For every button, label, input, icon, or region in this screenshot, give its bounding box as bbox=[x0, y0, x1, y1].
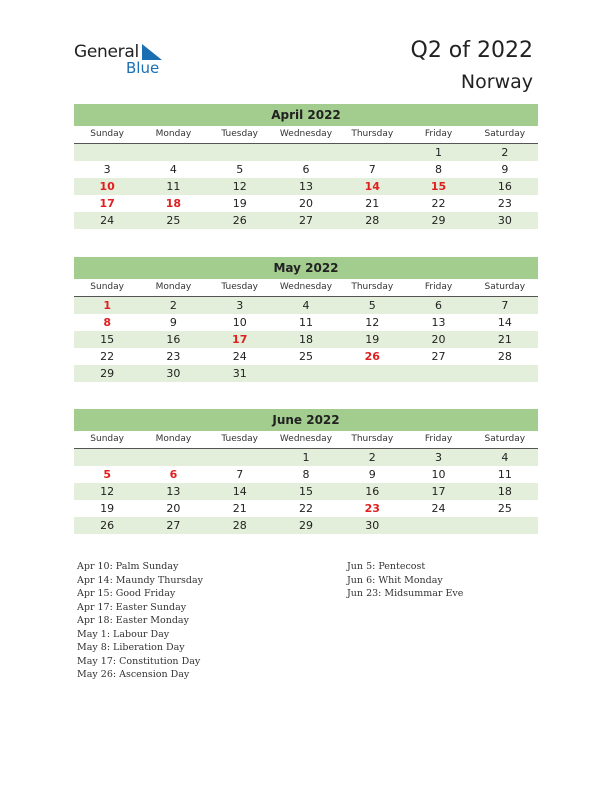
weekday-label: Sunday bbox=[90, 129, 124, 139]
day-cell: 24 bbox=[232, 350, 247, 363]
day-cell: 4 bbox=[302, 299, 310, 312]
month-title: June 2022 bbox=[74, 409, 538, 431]
day-cell: 30 bbox=[365, 519, 380, 532]
holiday-list-left bbox=[77, 560, 203, 682]
generalblue-logo bbox=[74, 42, 174, 78]
day-cell bbox=[207, 144, 273, 161]
day-cell: 11 bbox=[497, 468, 512, 481]
weekday-label: Sunday bbox=[90, 434, 124, 444]
day-cell: 7 bbox=[501, 299, 509, 312]
day-cell: 29 bbox=[298, 519, 313, 532]
day-cell bbox=[472, 365, 538, 382]
day-cell: 19 bbox=[232, 197, 247, 210]
day-cell bbox=[140, 449, 206, 466]
holiday-day-cell: 14 bbox=[364, 180, 380, 193]
day-cell: 28 bbox=[365, 214, 380, 227]
day-cell: 4 bbox=[169, 163, 177, 176]
weekday-label: Thursday bbox=[351, 434, 394, 444]
weekday-header-row bbox=[74, 431, 538, 449]
day-cell: 6 bbox=[302, 163, 310, 176]
weekday-label: Thursday bbox=[351, 282, 394, 292]
week-row bbox=[74, 500, 538, 517]
day-cell: 24 bbox=[100, 214, 115, 227]
week-row bbox=[74, 314, 538, 331]
day-cell: 5 bbox=[368, 299, 376, 312]
weekday-label: Monday bbox=[155, 129, 192, 139]
week-row bbox=[74, 466, 538, 483]
day-cell: 17 bbox=[431, 485, 446, 498]
day-cell: 3 bbox=[236, 299, 244, 312]
holiday-day-cell: 1 bbox=[103, 299, 111, 312]
day-cell: 29 bbox=[431, 214, 446, 227]
day-cell bbox=[74, 144, 140, 161]
weekday-label: Friday bbox=[424, 129, 453, 139]
day-cell bbox=[207, 449, 273, 466]
weekday-label: Monday bbox=[155, 434, 192, 444]
week-row bbox=[74, 178, 538, 195]
day-cell: 26 bbox=[100, 519, 115, 532]
day-cell bbox=[405, 365, 471, 382]
day-cell: 30 bbox=[497, 214, 512, 227]
day-cell: 3 bbox=[103, 163, 111, 176]
holiday-day-cell: 17 bbox=[232, 333, 248, 346]
holiday-note: Apr 17: Easter Sunday bbox=[77, 601, 187, 613]
holiday-note: Jun 6: Whit Monday bbox=[347, 574, 443, 586]
day-cell: 15 bbox=[298, 485, 313, 498]
logo-word-general: General bbox=[74, 42, 139, 62]
day-cell: 11 bbox=[298, 316, 313, 329]
month-calendar bbox=[74, 257, 538, 382]
logo-triangle-icon bbox=[142, 44, 164, 60]
day-cell: 2 bbox=[501, 146, 509, 159]
day-cell: 30 bbox=[166, 367, 181, 380]
day-cell bbox=[273, 365, 339, 382]
day-cell: 18 bbox=[298, 333, 313, 346]
weekday-label: Thursday bbox=[351, 129, 394, 139]
weekday-label: Sunday bbox=[90, 282, 124, 292]
day-cell: 3 bbox=[435, 451, 443, 464]
holiday-note: Apr 10: Palm Sunday bbox=[77, 561, 179, 572]
day-cell: 14 bbox=[497, 316, 512, 329]
day-cell: 19 bbox=[365, 333, 380, 346]
day-cell: 19 bbox=[100, 502, 115, 515]
day-cell: 22 bbox=[100, 350, 115, 363]
day-cell bbox=[472, 517, 538, 534]
holiday-day-cell: 23 bbox=[364, 502, 380, 515]
day-cell: 28 bbox=[497, 350, 512, 363]
holiday-day-cell: 18 bbox=[165, 197, 182, 210]
day-cell: 8 bbox=[302, 468, 310, 481]
day-cell: 1 bbox=[302, 451, 310, 464]
day-cell: 13 bbox=[166, 485, 181, 498]
week-row bbox=[74, 195, 538, 212]
weekday-header-row bbox=[74, 279, 538, 297]
weekday-label: Wednesday bbox=[279, 434, 333, 444]
day-cell: 20 bbox=[431, 333, 446, 346]
week-row bbox=[74, 161, 538, 178]
holiday-note: May 17: Constitution Day bbox=[77, 655, 201, 667]
holiday-day-cell: 10 bbox=[99, 180, 115, 193]
week-row bbox=[74, 449, 538, 466]
day-cell: 15 bbox=[100, 333, 115, 346]
week-row bbox=[74, 297, 538, 314]
day-cell: 22 bbox=[298, 502, 313, 515]
day-cell: 16 bbox=[497, 180, 512, 193]
day-cell: 11 bbox=[166, 180, 181, 193]
day-cell: 2 bbox=[368, 451, 376, 464]
week-row bbox=[74, 483, 538, 500]
month-calendar bbox=[74, 104, 538, 229]
day-cell: 23 bbox=[497, 197, 512, 210]
holiday-note: Apr 18: Easter Monday bbox=[77, 615, 189, 626]
day-cell: 7 bbox=[368, 163, 376, 176]
week-row bbox=[74, 144, 538, 161]
holiday-day-cell: 26 bbox=[364, 350, 380, 363]
day-cell bbox=[74, 449, 140, 466]
month-calendar bbox=[74, 409, 538, 534]
holiday-note: Apr 14: Maundy Thursday bbox=[77, 574, 204, 586]
week-row bbox=[74, 517, 538, 534]
week-row bbox=[74, 365, 538, 382]
weekday-label: Saturday bbox=[484, 434, 526, 444]
day-cell bbox=[140, 144, 206, 161]
holiday-note: May 26: Ascension Day bbox=[77, 669, 190, 680]
holiday-day-cell: 6 bbox=[169, 468, 178, 481]
day-cell: 9 bbox=[368, 468, 376, 481]
day-cell: 20 bbox=[166, 502, 181, 515]
day-cell: 26 bbox=[232, 214, 247, 227]
day-cell: 9 bbox=[501, 163, 509, 176]
holiday-note: Jun 23: Midsummar Eve bbox=[347, 588, 464, 599]
logo-word-blue: Blue bbox=[126, 59, 160, 77]
day-cell bbox=[273, 144, 339, 161]
day-cell: 4 bbox=[501, 451, 509, 464]
day-cell: 6 bbox=[435, 299, 443, 312]
day-cell: 25 bbox=[497, 502, 512, 515]
weekday-label: Monday bbox=[155, 282, 192, 292]
day-cell: 2 bbox=[169, 299, 177, 312]
day-cell: 5 bbox=[236, 163, 244, 176]
holiday-day-cell: 15 bbox=[430, 180, 447, 193]
day-cell: 20 bbox=[298, 197, 313, 210]
day-cell: 13 bbox=[431, 316, 446, 329]
weekday-label: Tuesday bbox=[221, 282, 259, 292]
day-cell: 9 bbox=[169, 316, 177, 329]
weekday-label: Wednesday bbox=[279, 129, 333, 139]
country-subtitle: Norway bbox=[460, 71, 533, 93]
day-cell: 27 bbox=[298, 214, 313, 227]
weekday-label: Saturday bbox=[484, 129, 526, 139]
day-cell: 10 bbox=[232, 316, 247, 329]
day-cell: 12 bbox=[232, 180, 247, 193]
holiday-list-right bbox=[347, 560, 463, 601]
day-cell bbox=[339, 144, 405, 161]
week-row bbox=[74, 348, 538, 365]
day-cell: 16 bbox=[365, 485, 380, 498]
weekday-label: Saturday bbox=[484, 282, 526, 292]
day-cell bbox=[339, 365, 405, 382]
holiday-day-cell: 8 bbox=[103, 316, 111, 329]
holiday-note: May 8: Liberation Day bbox=[77, 642, 185, 653]
holiday-day-cell: 5 bbox=[103, 468, 111, 481]
day-cell: 28 bbox=[232, 519, 247, 532]
day-cell: 22 bbox=[431, 197, 446, 210]
day-cell: 24 bbox=[431, 502, 446, 515]
day-cell: 10 bbox=[431, 468, 446, 481]
weekday-label: Friday bbox=[424, 434, 453, 444]
holiday-note: Apr 15: Good Friday bbox=[77, 588, 176, 599]
day-cell: 21 bbox=[232, 502, 247, 515]
week-row bbox=[74, 212, 538, 229]
month-title: May 2022 bbox=[74, 257, 538, 279]
weekday-header-row bbox=[74, 126, 538, 144]
holiday-note: Jun 5: Pentecost bbox=[347, 561, 426, 572]
weekday-label: Tuesday bbox=[221, 129, 259, 139]
day-cell: 25 bbox=[166, 214, 181, 227]
day-cell bbox=[405, 517, 471, 534]
day-cell: 14 bbox=[232, 485, 247, 498]
day-cell: 27 bbox=[431, 350, 446, 363]
day-cell: 21 bbox=[497, 333, 512, 346]
weekday-label: Wednesday bbox=[279, 282, 333, 292]
month-title: April 2022 bbox=[74, 104, 538, 126]
day-cell: 12 bbox=[365, 316, 380, 329]
day-cell: 29 bbox=[100, 367, 115, 380]
day-cell: 18 bbox=[497, 485, 512, 498]
day-cell: 8 bbox=[435, 163, 443, 176]
holiday-day-cell: 17 bbox=[99, 197, 115, 210]
day-cell: 12 bbox=[100, 485, 115, 498]
weekday-label: Friday bbox=[424, 282, 453, 292]
day-cell: 13 bbox=[298, 180, 313, 193]
weekday-label: Tuesday bbox=[221, 434, 259, 444]
day-cell: 23 bbox=[166, 350, 181, 363]
day-cell: 21 bbox=[365, 197, 380, 210]
day-cell: 31 bbox=[232, 367, 247, 380]
day-cell: 27 bbox=[166, 519, 181, 532]
day-cell: 16 bbox=[166, 333, 181, 346]
week-row bbox=[74, 331, 538, 348]
holiday-note: May 1: Labour Day bbox=[77, 628, 170, 640]
day-cell: 7 bbox=[236, 468, 244, 481]
page-title: Q2 of 2022 bbox=[410, 38, 533, 63]
day-cell: 25 bbox=[298, 350, 313, 363]
day-cell: 1 bbox=[435, 146, 443, 159]
